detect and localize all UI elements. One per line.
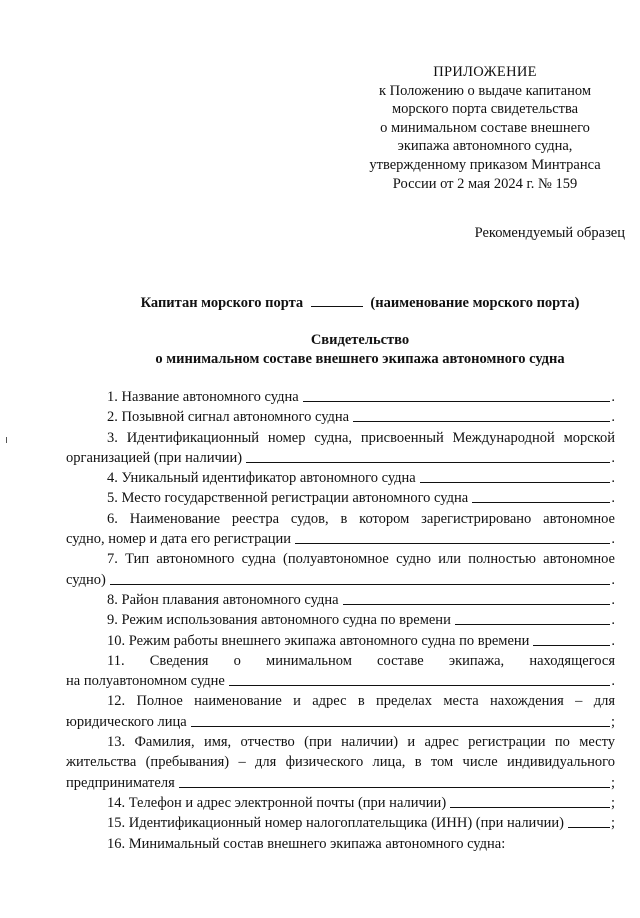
form-item-label: 1. Название автономного судна bbox=[107, 389, 299, 405]
form-item-label: 12. Полное наименование и адрес в пределах места нахождения – для bbox=[107, 693, 615, 710]
form-item-continuation bbox=[66, 773, 615, 793]
appendix-block bbox=[325, 63, 640, 193]
form-item bbox=[66, 813, 615, 833]
fill-in-blank[interactable] bbox=[472, 488, 610, 503]
appendix-line: России от 2 мая 2024 г. № 159 bbox=[392, 175, 578, 192]
form-item bbox=[66, 732, 615, 752]
form-item-label: 6. Наименование реестра судов, в котором зарегистрировано автономное bbox=[107, 510, 615, 527]
appendix-line: экипажа автономного судна, bbox=[397, 138, 573, 155]
form-item-label: 5. Место государственной регистрации автономного судна bbox=[107, 490, 469, 507]
appendix-heading: ПРИЛОЖЕНИЕ bbox=[433, 64, 537, 80]
form-item-label: 14. Телефон и адрес электронной почты (при наличии) bbox=[107, 794, 447, 811]
fill-in-blank[interactable] bbox=[191, 712, 610, 727]
fill-in-blank[interactable] bbox=[343, 590, 611, 605]
line-terminator: . bbox=[611, 389, 615, 405]
form-item-continuation bbox=[66, 712, 615, 732]
form-item-label: 10. Режим работы внешнего экипажа автономного судна по времени bbox=[107, 632, 530, 649]
line-terminator: . bbox=[611, 632, 615, 649]
line-terminator: . bbox=[611, 673, 615, 690]
fill-in-blank[interactable] bbox=[303, 387, 611, 402]
form-item bbox=[66, 590, 615, 610]
form-item-continuation bbox=[66, 671, 615, 691]
form-item-label: на полуавтономном судне bbox=[66, 673, 225, 690]
recommended-sample-label: Рекомендуемый образец bbox=[474, 225, 625, 241]
fill-in-blank[interactable] bbox=[229, 671, 611, 686]
fill-in-blank[interactable] bbox=[568, 813, 610, 828]
form-item bbox=[66, 468, 615, 488]
fill-in-blank[interactable] bbox=[179, 773, 610, 788]
form-item-continuation bbox=[66, 570, 615, 590]
form-item bbox=[66, 488, 615, 508]
appendix-line: к Положению о выдаче капитаном bbox=[378, 82, 592, 99]
port-name-blank[interactable] bbox=[311, 294, 363, 307]
form-item bbox=[66, 631, 615, 651]
fill-in-blank[interactable] bbox=[455, 610, 611, 625]
document-title bbox=[0, 331, 640, 368]
line-terminator: . bbox=[611, 612, 615, 629]
form-item-label: 3. Идентификационный номер судна, присвоенный Международной морской bbox=[107, 429, 615, 446]
line-terminator: . bbox=[611, 531, 615, 548]
fill-in-blank[interactable] bbox=[295, 529, 610, 544]
form-item-label: 9. Режим использования автономного судна по времени bbox=[107, 612, 451, 629]
form-item-label: судно, номер и дата его регистрации bbox=[66, 531, 292, 548]
scan-artifact bbox=[6, 437, 10, 443]
form-item bbox=[66, 428, 615, 448]
line-terminator: ; bbox=[610, 794, 615, 811]
form-item-continuation bbox=[66, 529, 615, 549]
form-item bbox=[66, 407, 615, 427]
line-terminator: ; bbox=[610, 815, 615, 832]
form-item bbox=[66, 651, 615, 671]
form-item-label: юридического лица bbox=[66, 713, 187, 730]
form-item-label: 7. Тип автономного судна (полуавтономное судно или полностью автономное bbox=[107, 551, 615, 568]
form-item-continuation bbox=[66, 448, 615, 468]
form-item bbox=[66, 793, 615, 813]
line-terminator: . bbox=[611, 409, 615, 426]
form-item-label: 2. Позывной сигнал автономного судна bbox=[107, 409, 350, 426]
line-terminator: ; bbox=[610, 713, 615, 730]
form-item-label: судно) bbox=[66, 571, 106, 588]
authority-suffix: (наименование морского порта) bbox=[370, 295, 580, 311]
form-item bbox=[66, 549, 615, 569]
form-item-label: 15. Идентификационный номер налогоплательщика (ИНН) (при наличии) bbox=[107, 815, 564, 832]
appendix-line: утвержденному приказом Минтранса bbox=[369, 156, 601, 173]
form-item bbox=[66, 691, 615, 711]
title-line-1: Свидетельство bbox=[310, 332, 410, 348]
fill-in-blank[interactable] bbox=[246, 448, 610, 463]
form-item-label: 13. Фамилия, имя, отчество (при наличии) и адрес регистрации по месту bbox=[107, 734, 615, 751]
form-item bbox=[66, 509, 615, 529]
form-items bbox=[66, 387, 615, 854]
title-line-2: о минимальном составе внешнего экипажа автономного судна bbox=[155, 350, 565, 367]
form-item-label: предпринимателя bbox=[66, 774, 175, 791]
port-authority-line bbox=[0, 294, 640, 312]
line-terminator: . bbox=[611, 449, 615, 466]
fill-in-blank[interactable] bbox=[450, 793, 610, 808]
line-terminator: . bbox=[611, 571, 615, 588]
form-item bbox=[66, 610, 615, 630]
line-terminator: . bbox=[611, 591, 615, 608]
form-item-label: организацией (при наличии) bbox=[66, 449, 243, 466]
fill-in-blank[interactable] bbox=[420, 468, 611, 483]
authority-prefix: Капитан морского порта bbox=[140, 295, 304, 311]
form-item-label: 4. Уникальный идентификатор автономного судна bbox=[107, 470, 416, 487]
form-item-label: жительства (пребывания) – для физического лица, в том числе индивидуального bbox=[66, 754, 615, 771]
fill-in-blank[interactable] bbox=[533, 631, 610, 646]
line-terminator: ; bbox=[610, 774, 615, 791]
appendix-line: о минимальном составе внешнего bbox=[380, 119, 590, 136]
appendix-line: морского порта свидетельства bbox=[391, 101, 579, 118]
fill-in-blank[interactable] bbox=[110, 570, 611, 585]
line-terminator: . bbox=[611, 490, 615, 507]
form-item bbox=[66, 387, 615, 407]
fill-in-blank[interactable] bbox=[353, 407, 610, 422]
form-item bbox=[66, 834, 615, 854]
form-item-label: 16. Минимальный состав внешнего экипажа автономного судна: bbox=[107, 835, 506, 852]
line-terminator: . bbox=[611, 470, 615, 487]
form-item-label: 8. Район плавания автономного судна bbox=[107, 591, 339, 608]
form-item-label: 11. Сведения о минимальном составе экипажа, находящегося bbox=[107, 652, 615, 669]
form-item-continuation bbox=[66, 752, 615, 772]
